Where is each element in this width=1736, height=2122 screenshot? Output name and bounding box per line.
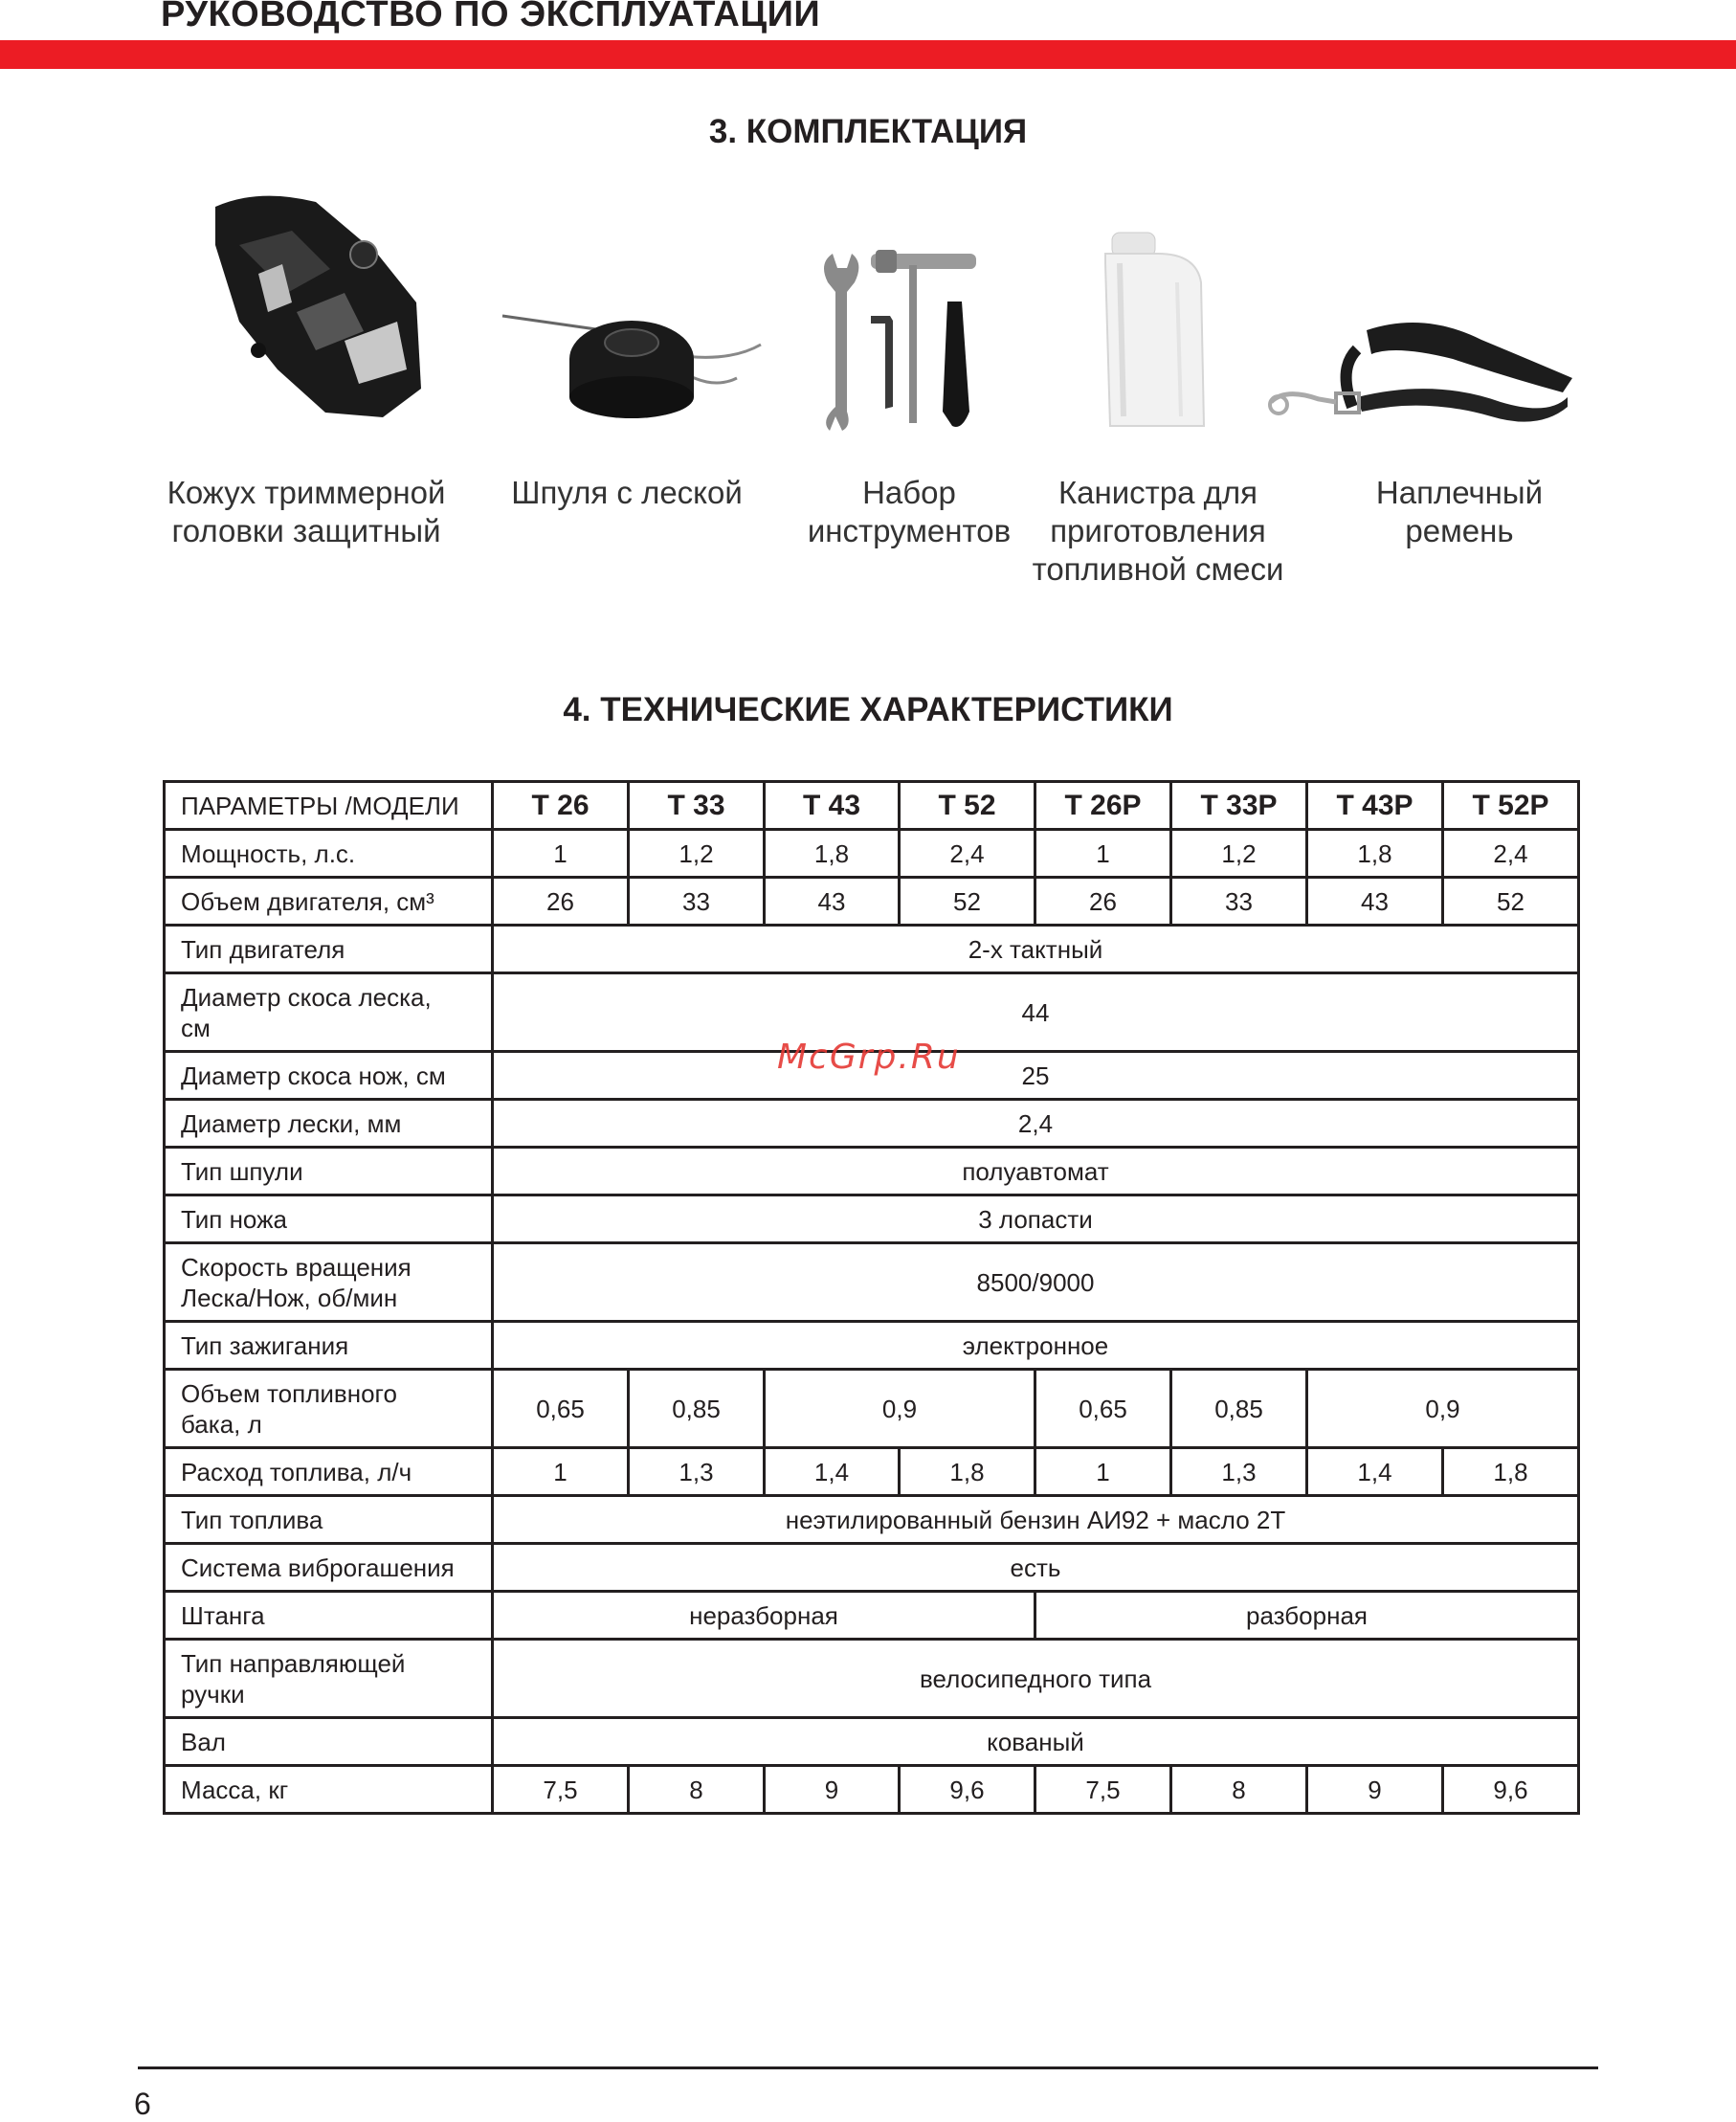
param-line: Штанга xyxy=(181,1600,265,1630)
model-header-cell: Т 52 xyxy=(900,782,1035,830)
value-cell: 8 xyxy=(629,1766,765,1814)
param-cell xyxy=(165,830,493,878)
param-cell xyxy=(165,926,493,973)
value-cell: 1,3 xyxy=(629,1448,765,1496)
value-cell: 1 xyxy=(493,830,629,878)
param-line: Объем топливного xyxy=(181,1378,397,1408)
caption-line: приготовления xyxy=(1050,513,1266,548)
spool-icon xyxy=(498,287,766,421)
param-cell xyxy=(165,1640,493,1718)
value-cell: разборная xyxy=(1035,1592,1579,1640)
header-param-cell: ПАРАМЕТРЫ /МОДЕЛИ xyxy=(165,782,493,830)
param-line: Диаметр скоса леска, xyxy=(181,982,432,1012)
param-cell xyxy=(165,1718,493,1766)
value-cell: неэтилированный бензин АИ92 + масло 2Т xyxy=(493,1496,1579,1544)
param-line: Тип ножа xyxy=(181,1204,287,1234)
param-line: Вал xyxy=(181,1727,226,1756)
value-cell: 2-х тактный xyxy=(493,926,1579,973)
value-cell: 7,5 xyxy=(493,1766,629,1814)
value-cell: 2,4 xyxy=(1443,830,1579,878)
specifications-table xyxy=(163,780,1580,1815)
table-row xyxy=(165,1243,1579,1322)
param-cell xyxy=(165,1322,493,1370)
value-cell: 9,6 xyxy=(900,1766,1035,1814)
value-cell: 52 xyxy=(1443,878,1579,926)
table-row xyxy=(165,1718,1579,1766)
caption-line: Шпуля с леской xyxy=(511,475,743,510)
value-cell: 33 xyxy=(629,878,765,926)
table-row xyxy=(165,926,1579,973)
page-number: 6 xyxy=(134,2087,151,2121)
value-cell: 26 xyxy=(493,878,629,926)
table-row xyxy=(165,830,1579,878)
value-cell: 3 лопасти xyxy=(493,1195,1579,1243)
watermark: McGrp.Ru xyxy=(777,1038,961,1077)
param-cell xyxy=(165,1766,493,1814)
param-line: Система виброгашения xyxy=(181,1552,455,1582)
value-cell: велосипедного типа xyxy=(493,1640,1579,1718)
model-header-cell: Т 43Р xyxy=(1307,782,1443,830)
guard-cover-icon xyxy=(201,188,431,427)
param-line: см xyxy=(181,1013,211,1042)
page-header-title: РУКОВОДСТВО ПО ЭКСПЛУАТАЦИИ xyxy=(161,0,821,34)
item-caption-strap xyxy=(1330,474,1589,550)
param-cell xyxy=(165,1148,493,1195)
item-caption-tools xyxy=(785,474,1034,550)
param-cell xyxy=(165,1592,493,1640)
param-cell xyxy=(165,878,493,926)
caption-line: Кожух триммерной xyxy=(167,475,446,510)
param-line: Объем двигателя, см³ xyxy=(181,886,434,916)
param-cell xyxy=(165,1544,493,1592)
value-cell: 8 xyxy=(1171,1766,1307,1814)
item-caption-canister xyxy=(1014,474,1302,589)
table-row xyxy=(165,1640,1579,1718)
param-line: Диаметр лески, мм xyxy=(181,1108,402,1138)
param-cell xyxy=(165,1370,493,1448)
caption-line: топливной смеси xyxy=(1032,551,1284,587)
param-line: Тип шпули xyxy=(181,1156,303,1186)
table-row xyxy=(165,1448,1579,1496)
caption-line: головки защитный xyxy=(171,513,441,548)
table-row xyxy=(165,1322,1579,1370)
table-row xyxy=(165,1195,1579,1243)
caption-line: ремень xyxy=(1405,513,1514,548)
value-cell: 2,4 xyxy=(900,830,1035,878)
param-cell xyxy=(165,1496,493,1544)
value-cell: 1 xyxy=(1035,830,1171,878)
param-cell xyxy=(165,1448,493,1496)
table-row xyxy=(165,1766,1579,1814)
caption-line: Набор xyxy=(862,475,956,510)
table-row xyxy=(165,878,1579,926)
footer-divider xyxy=(138,2066,1598,2069)
table-row xyxy=(165,1496,1579,1544)
table-row xyxy=(165,1592,1579,1640)
table-row xyxy=(165,1100,1579,1148)
value-cell: 52 xyxy=(900,878,1035,926)
param-line: Тип направляющей xyxy=(181,1648,406,1678)
section-4-title: 4. ТЕХНИЧЕСКИЕ ХАРАКТЕРИСТИКИ xyxy=(563,691,1173,728)
value-cell: кованый xyxy=(493,1718,1579,1766)
table-row xyxy=(165,1370,1579,1448)
value-cell: 1 xyxy=(1035,1448,1171,1496)
value-cell: 7,5 xyxy=(1035,1766,1171,1814)
value-cell: 1,8 xyxy=(1443,1448,1579,1496)
fuel-canister-icon xyxy=(1101,225,1215,436)
param-cell xyxy=(165,1195,493,1243)
table-row xyxy=(165,1544,1579,1592)
value-cell: 0,85 xyxy=(629,1370,765,1448)
value-cell: 1,8 xyxy=(1307,830,1443,878)
value-cell: 8500/9000 xyxy=(493,1243,1579,1322)
param-cell xyxy=(165,1243,493,1322)
param-cell xyxy=(165,1100,493,1148)
model-header-cell: Т 52Р xyxy=(1443,782,1579,830)
value-cell: 25 xyxy=(493,1052,1579,1100)
model-header-cell: Т 26 xyxy=(493,782,629,830)
param-line: Тип двигателя xyxy=(181,934,345,964)
shoulder-strap-icon xyxy=(1261,311,1577,436)
table-header-row xyxy=(165,782,1579,830)
value-cell: 33 xyxy=(1171,878,1307,926)
param-line: бака, л xyxy=(181,1409,262,1439)
model-header-cell: Т 33Р xyxy=(1171,782,1307,830)
table-body xyxy=(165,830,1579,1814)
value-cell: 43 xyxy=(1307,878,1443,926)
table-row xyxy=(165,1148,1579,1195)
param-line: Леска/Нож, об/мин xyxy=(181,1283,398,1312)
value-cell: 1,8 xyxy=(765,830,900,878)
param-line: Тип зажигания xyxy=(181,1330,349,1360)
value-cell: 1,2 xyxy=(629,830,765,878)
param-line: Скорость вращения xyxy=(181,1252,412,1282)
value-cell: неразборная xyxy=(493,1592,1035,1640)
param-line: Тип топлива xyxy=(181,1505,323,1534)
value-cell: 43 xyxy=(765,878,900,926)
value-cell: 1,4 xyxy=(765,1448,900,1496)
value-cell: 1,8 xyxy=(900,1448,1035,1496)
value-cell: 1,4 xyxy=(1307,1448,1443,1496)
header-accent-bar xyxy=(0,40,1736,69)
value-cell: полуавтомат xyxy=(493,1148,1579,1195)
caption-line: инструментов xyxy=(807,513,1012,548)
section-3-title: 3. КОМПЛЕКТАЦИЯ xyxy=(708,113,1028,150)
value-cell: 9 xyxy=(1307,1766,1443,1814)
item-caption-spool xyxy=(493,474,761,512)
value-cell: 1 xyxy=(493,1448,629,1496)
value-cell: 1,2 xyxy=(1171,830,1307,878)
caption-line: Наплечный xyxy=(1375,475,1544,510)
value-cell: электронное xyxy=(493,1322,1579,1370)
value-cell: 0,9 xyxy=(765,1370,1035,1448)
item-caption-guard xyxy=(144,474,469,550)
value-cell: 9,6 xyxy=(1443,1766,1579,1814)
param-line: Расход топлива, л/ч xyxy=(181,1457,412,1486)
param-line: Диаметр скоса нож, см xyxy=(181,1061,446,1090)
value-cell: 0,65 xyxy=(1035,1370,1171,1448)
value-cell: 26 xyxy=(1035,878,1171,926)
value-cell: есть xyxy=(493,1544,1579,1592)
model-header-cell: Т 33 xyxy=(629,782,765,830)
value-cell: 9 xyxy=(765,1766,900,1814)
param-line: Масса, кг xyxy=(181,1775,289,1804)
tool-kit-icon xyxy=(818,244,981,436)
param-line: ручки xyxy=(181,1679,245,1709)
value-cell: 0,9 xyxy=(1307,1370,1579,1448)
value-cell: 0,65 xyxy=(493,1370,629,1448)
param-line: Мощность, л.с. xyxy=(181,838,356,868)
value-cell: 2,4 xyxy=(493,1100,1579,1148)
value-cell: 0,85 xyxy=(1171,1370,1307,1448)
caption-line: Канистра для xyxy=(1057,475,1258,510)
param-cell xyxy=(165,973,493,1052)
value-cell: 44 xyxy=(493,973,1579,1052)
model-header-cell: Т 26Р xyxy=(1035,782,1171,830)
model-header-cell: Т 43 xyxy=(765,782,900,830)
value-cell: 1,3 xyxy=(1171,1448,1307,1496)
param-cell xyxy=(165,1052,493,1100)
